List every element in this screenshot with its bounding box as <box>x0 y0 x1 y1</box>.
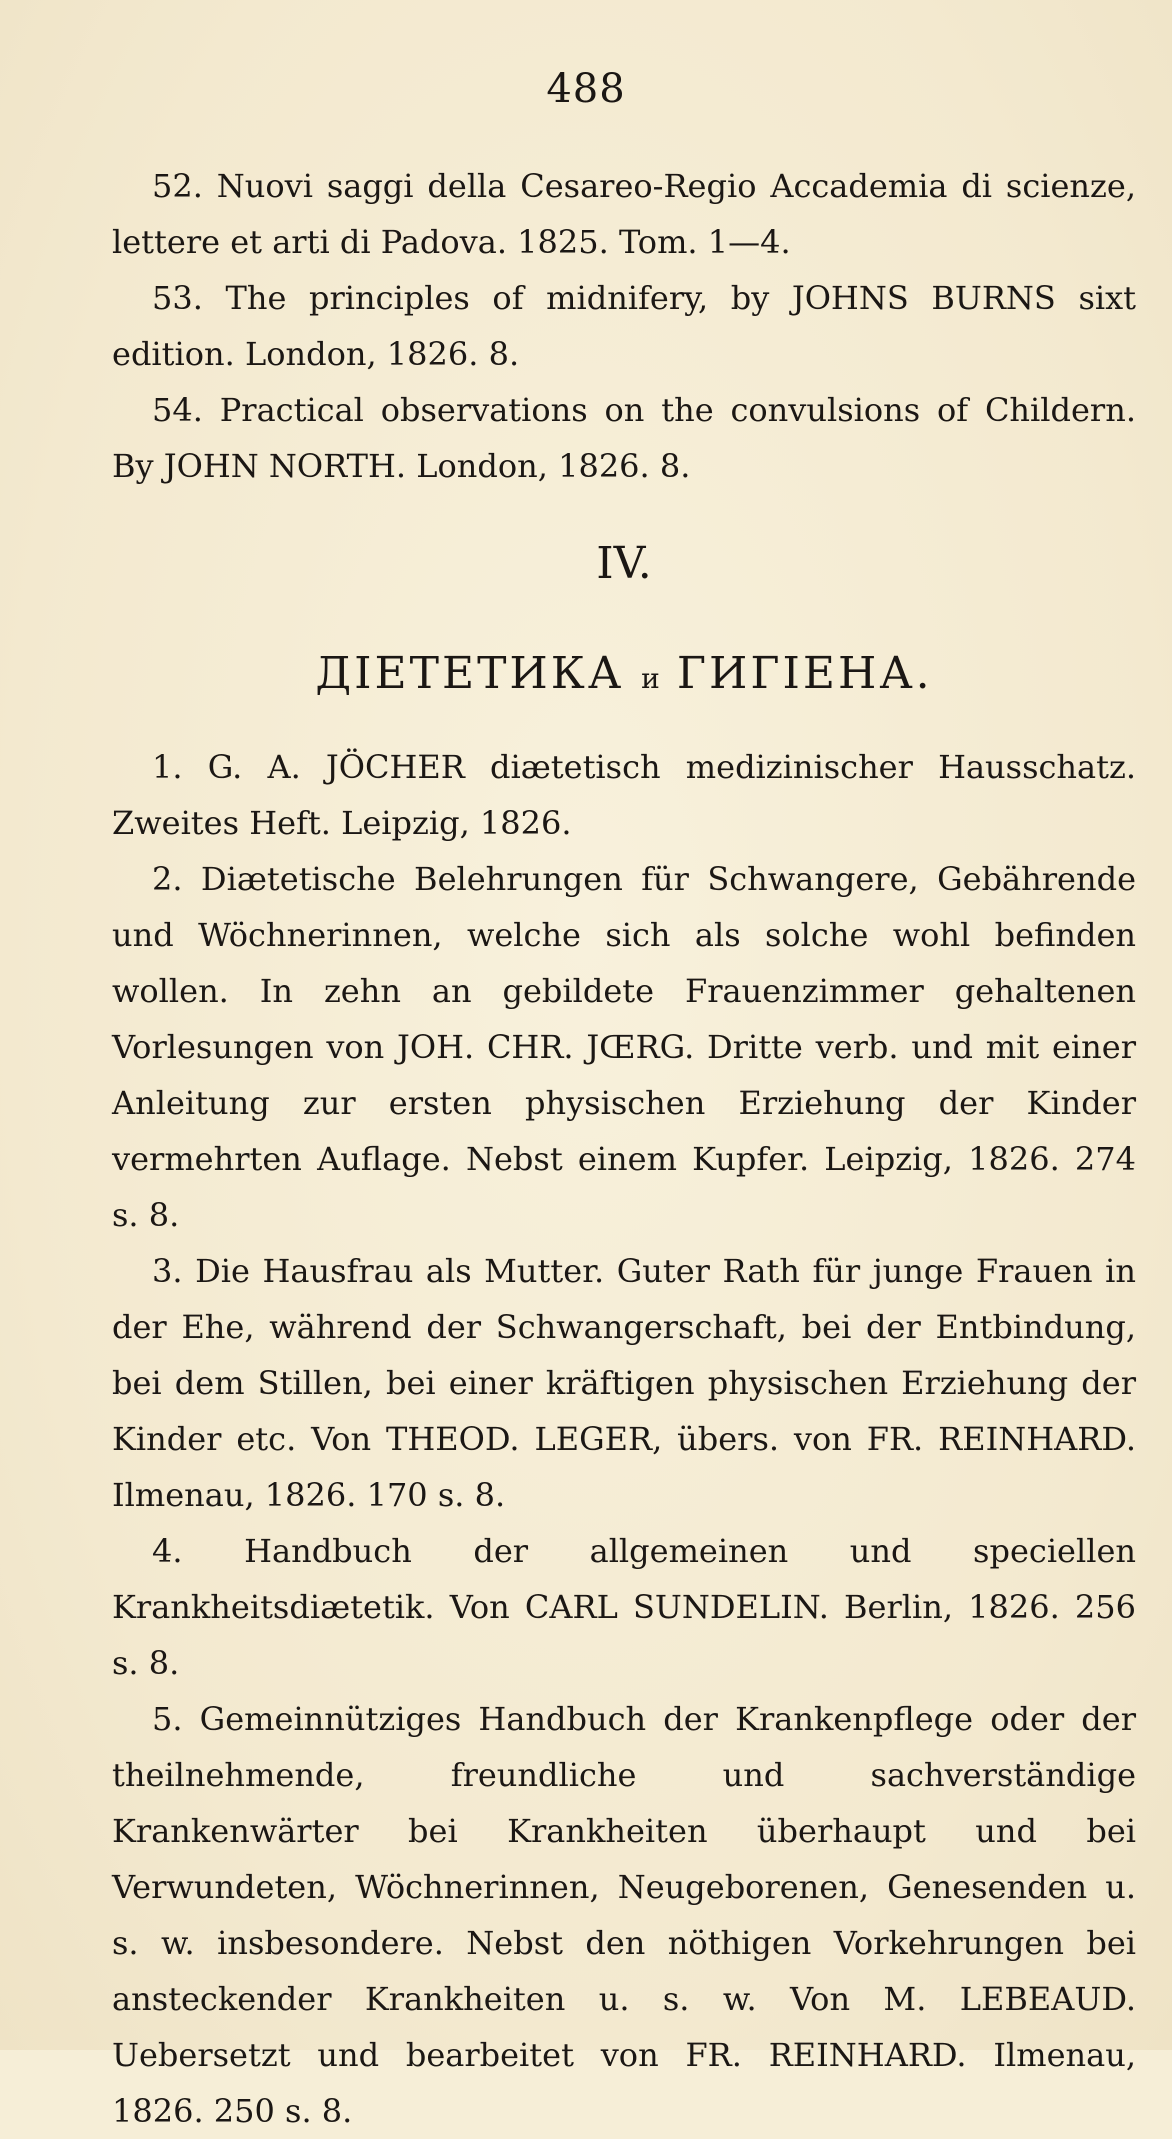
section-title <box>112 644 1136 709</box>
entry-number: 4. <box>152 1532 183 1570</box>
page-content <box>112 158 1136 2139</box>
entry-number: 52. <box>152 167 203 205</box>
bibliography-entry <box>112 739 1136 851</box>
bibliography-entry <box>112 158 1136 270</box>
entry-text: Handbuch der allgemeinen und speciellen Krankheitsdiætetik. Von CARL SUNDELIN. Berlin, 1826. 256 s. 8. <box>112 1532 1137 1682</box>
entry-text: Nuovi saggi della Cesareo-Regio Accademia di scienze, lettere et arti di Padova. 1825. Tom. 1—4. <box>112 167 1137 261</box>
bibliography-entry <box>112 1523 1136 1691</box>
entry-text: Practical observations on the convulsions of Childern. By JOHN NORTH. London, 1826. 8. <box>112 391 1137 485</box>
entry-number: 2. <box>152 860 183 898</box>
entry-text: Diætetische Belehrungen für Schwangere, Gebährende und Wöchnerinnen, welche sich als solche wohl befinden wollen. In zehn an gebildete Frauenzimmer gehaltenen Vorlesungen von JOH. CHR. JŒRG. Dritte verb. und mit einer Anleitung zur ersten physischen Erziehung der Kinder vermehrten Auflage. Nebst einem Kupfer. Leipzig, 1826. 274 s. 8. <box>112 860 1137 1234</box>
entry-number: 3. <box>152 1252 183 1290</box>
page-number: 488 <box>546 66 626 112</box>
bibliography-entry <box>112 1691 1136 2139</box>
entry-number: 1. <box>152 748 183 786</box>
entry-text: G. A. JÖCHER diætetisch medizinischer Hausschatz. Zweites Heft. Leipzig, 1826. <box>112 748 1137 842</box>
entry-text: Gemeinnütziges Handbuch der Krankenpflege oder der theilnehmende, freundliche und sachverständige Krankenwärter bei Krankheiten überhaupt und bei Verwundeten, Wöchnerinnen, Neugeborenen, Genesenden u. s. w. insbesondere. Nebst den nöthigen Vorkehrungen bei ansteckender Krankheiten u. s. w. Von M. LEBEAUD. Uebersetzt und bearbeitet von FR. REINHARD. Ilmenau, 1826. 250 s. 8. <box>112 1700 1137 2130</box>
section-title-part2: ГИГIЕНА. <box>676 648 933 699</box>
bibliography-entry <box>112 382 1136 494</box>
section-number: IV. <box>596 538 652 589</box>
entry-number: 54. <box>152 391 203 429</box>
bibliography-entry <box>112 851 1136 1243</box>
entry-number: 5. <box>152 1700 183 1738</box>
bibliography-entry <box>112 1243 1136 1523</box>
entry-text: The principles of midnifery, by JOHNS BURNS sixt edition. London, 1826. 8. <box>112 279 1136 373</box>
section-title-part1: ДIЕТЕТИКА <box>315 648 625 699</box>
entry-text: Die Hausfrau als Mutter. Guter Rath für junge Frauen in der Ehe, während der Schwangerschaft, bei der Entbindung, bei dem Stillen, bei einer kräftigen physischen Erziehung der Kinder etc. Von THEOD. LEGER, übers. von FR. REINHARD. Ilmenau, 1826. 170 s. 8. <box>112 1252 1137 1514</box>
section-title-conjunction: и <box>641 662 660 695</box>
entry-number: 53. <box>152 279 203 317</box>
bibliography-entry <box>112 270 1136 382</box>
